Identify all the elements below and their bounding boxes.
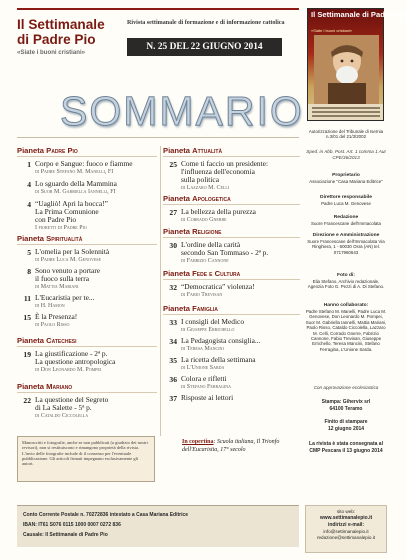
masthead-motto: «Siate i buoni cristiani» [17, 49, 86, 56]
payment-reason: Causale: Il Settimanale di Padre Pio [23, 532, 108, 538]
cover-caption-label: In copertina [182, 439, 214, 445]
website-label: sito web: [336, 509, 356, 514]
issue-number-badge: N. 25 DEL 22 GIUGNO 2014 [127, 38, 282, 56]
masthead-tagline: Rivista settimanale di formazione e di informazione cattolica [127, 20, 285, 26]
masthead-title-line2: di Padre Pio [17, 32, 96, 47]
editorial-info: Redazione Suore Francescane dell'Immacolata [311, 215, 381, 226]
cover-thumbnail-subtitle: «Siate i buoni cristiani» [311, 28, 353, 33]
title-divider [17, 137, 299, 138]
printer-info: Stampa: Gihervix srl 64100 Teramo [321, 399, 371, 412]
postal-account: Conto Corrente Postale n. 70272836 intestato a Casa Mariana Editrice [23, 512, 189, 518]
toc-title: SOMMARIO [60, 88, 304, 134]
collaborators: Hanno collaborato: Padre Stefano M. Manelli, Padre Luca M. Genovese, Don Leonardo M. Pompei, Suor M. Gabriella Iannelli, Mattia Mariani, Paolo Risso, Cataldo Ciccolella, Lazzaro M. Celli, Corrado Gnerre, Fabrizio Cannone, Fabio Trevisan, Giuseppe Errichello, Teresa Mancini, Stefano Ferragina, L'Unione Sarda. [305, 303, 387, 352]
photo-credits: Foto di: Elia Stefano, Archivio redazionale, Agenzia Foto G. Pezzi di A. Di Stefano. [307, 273, 385, 290]
section-heading-famiglia: Pianeta Famiglia [163, 304, 300, 315]
ecclesiastical-approval: Con approvazione ecclesiastica [313, 385, 379, 390]
email-label: indirizzi e-mail: [327, 522, 365, 528]
postal-shipping-info: Sped. in Abb. Post. Art. 1 comma 1 Aut CPE/36/2013 [306, 149, 386, 160]
cover-caption-text: : Scuola italiana, Il Trionfo [213, 439, 280, 445]
masthead [17, 8, 299, 70]
email-link-info[interactable]: info@settimanalepio.it [323, 529, 369, 534]
cover-thumbnail-title: Il Settimanale di Padre Pio [311, 10, 406, 19]
tribunal-authorization: Autorizzazione del Tribunale di Isernia n.3/01 del 21/3/2002 [308, 129, 384, 140]
section-heading-religione: Pianeta Religione [163, 227, 300, 238]
iban: IBAN: IT61 S076 0115 1000 0007 0272 836 [23, 522, 121, 528]
manuscripts-notice: Manoscritti e fotografie, anche se non pubblicati (a giudizio dei nostri revisori), non si restituiscono e rimangono proprietà della rivista. L'invio delle fotografie include di il consenso per l'eventuale pubblicazione. Gli articoli firmati impegnano esclusivamente gli autori. [17, 436, 155, 482]
delivery-info: La rivista è stata consegnata al CMP Pescara il 13 giugno 2014 [309, 441, 383, 454]
email-link-redazione[interactable]: redazione@settimanalepio.it [316, 535, 376, 540]
cover-caption [182, 438, 302, 454]
print-date: Finito di stampare 12 giugno 2014 [324, 419, 368, 432]
masthead-title-line1: Il Settimanale [17, 17, 105, 32]
section-heading-padre-pio: Pianeta Padre Pio [17, 146, 157, 157]
section-heading-apologetica: Pianeta Apologetica [163, 194, 300, 205]
section-heading-fede-e-cultura: Pianeta Fede e Cultura [163, 269, 300, 280]
cover-thumbnail-text-strip [308, 104, 383, 120]
payment-info-bar [17, 505, 299, 547]
section-heading-mariano: Pianeta Mariano [17, 382, 157, 393]
padre-pio-portrait-image [314, 35, 379, 105]
column-divider [160, 146, 161, 436]
website-link[interactable]: www.settimanalepio.it [319, 515, 373, 521]
cover-caption-text-2: dell'Eucaristia, 17° secolo [182, 447, 246, 454]
section-heading-attualita: Pianeta Attualità [163, 146, 300, 157]
section-heading-catechesi: Pianeta Catechesi [17, 336, 157, 347]
section-heading-spiritualita: Pianeta Spiritualità [17, 234, 157, 245]
owner-info: Proprietario Associazione "Casa Mariana Editrice" [309, 173, 383, 184]
contact-box [305, 505, 387, 553]
cover-thumbnail [307, 8, 406, 121]
administration-info: Direzione e Amministrazione Suore Francescane dell'Immacolata Via Ringhiera, 1 - 60030 Osra (AN) tel. 0717960643 [307, 233, 385, 255]
director-info: Direttore responsabile Padre Luca M. Genovese [320, 195, 372, 206]
